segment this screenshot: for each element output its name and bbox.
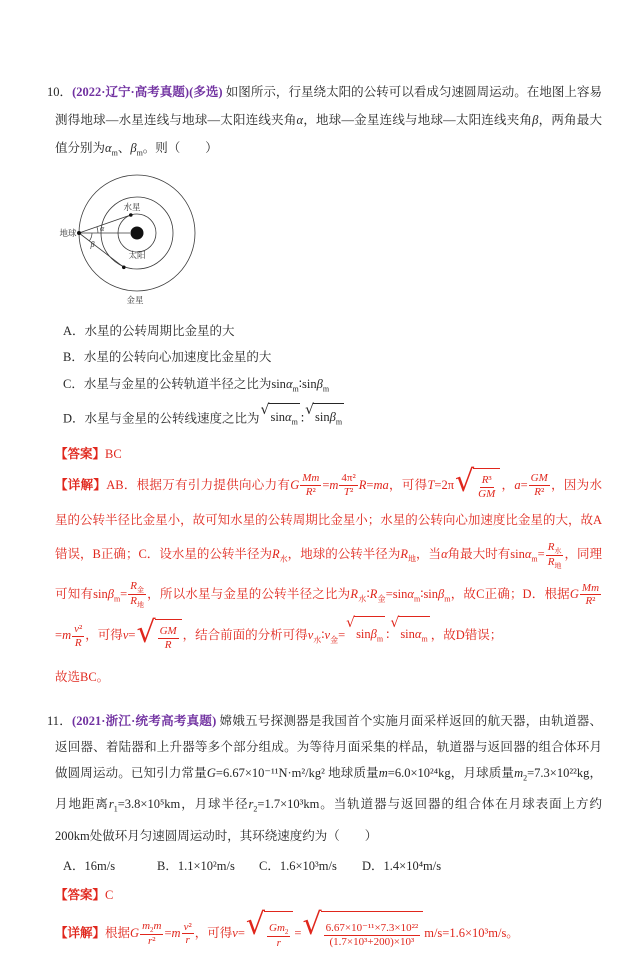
sun-label: 太阳 — [128, 249, 146, 260]
venus-label: 金星 — [126, 294, 144, 305]
q10-option-d: D．水星与金星的公转线速度之比为 √ sinα$_m$ ∶ √ sinβ$_m$ — [63, 403, 602, 436]
q11-option-b: B．1.1×10²m/s — [157, 858, 235, 873]
orbit-diagram-svg — [57, 172, 222, 312]
mercury-label: 水星 — [123, 201, 141, 212]
alpha-label: α — [100, 223, 105, 233]
q10-stem: 10．(2022·辽宁·高考真题)(多选) 如图所示，行星绕太阳的公转可以看成匀速圆周运动。在地图上容易测得地球—水星连线与地球—太阳连线夹角α，地球—金星连线与地球—太阳连线夹角β，两角最大值分别为$\alpha_m$、$\beta_m$。则（ ） — [47, 85, 602, 158]
earth-dot — [77, 231, 81, 235]
q10-option-a: A．水星的公转周期比金星的大 — [63, 323, 235, 338]
q10-option-c: C．水星与金星的公转轨道半径之比为sinα$_m$∶sinβ$_m$ — [63, 376, 330, 393]
q10-answer-line — [55, 442, 602, 466]
q11-answer-label: 【答案】 — [55, 887, 106, 902]
q10-answer-label: 【答案】 — [55, 446, 106, 461]
q10-options — [63, 318, 602, 436]
q11-answer-value: C — [105, 887, 114, 902]
q10-orbit-diagram — [57, 172, 602, 316]
q11-option-a: A．16m/s — [63, 858, 116, 873]
beta-label: β — [90, 239, 95, 249]
q10-answer-value: BC — [105, 446, 122, 461]
q11-options — [63, 855, 602, 877]
q11-explanation: 【详解】根据G $\frac{m_2m}{\text{r²}}$ =m $\frac{\text{v²}}{r}$ ，可得v= √ $\frac{Gm_2}{r}$ = √ $\frac{\text{6.67×10⁻¹¹×7.3×10²²}}{\text{(1.7×10³+200)×10³}}$ m/s=1.6×10³m/s。 — [55, 911, 602, 956]
venus-dot — [122, 265, 126, 269]
q11-option-c: C．1.6×10³m/s — [259, 858, 337, 873]
sun-dot — [131, 226, 144, 239]
q10-option-b: B．水星的公转向心加速度比金星的大 — [63, 350, 272, 364]
alpha-angle-arc — [97, 226, 98, 232]
q11-stem: 11．(2021·浙江·统考高考真题) 嫦娥五号探测器是我国首个实施月面采样返回的航天器，由轨道器、返回器、着陆器和上升器等多个部分组成。为等待月面采集的样品，轨道器与返回器的组合体环月做圆周运动。已知引力常量G=6.67×10⁻¹¹N·m²/kg² 地球质量m=6.0×10²⁴kg，月球质量$m_2=7.3\times 10^{22}kg$，月地距离$r_1=3.8\times 10^5km$，月球半径$r_2=1.7\times 10^3km$。当轨道器与返回器的组合体在月球表面上方约200km处做环月匀速圆周运动时，其环绕速度约为（ ） — [47, 713, 602, 843]
earth-mercury-line — [79, 215, 131, 233]
q10-explanation: 【详解】AB．根据万有引力提供向心力有G $\frac{Mm}{\text{R²}}$ =m $\frac{\text{4π²}}{\text{T²}}$ R=ma，可得T=2π √ $\frac{\text{R³}}{GM}$ ，a= $\frac{GM}{\text{R²}}$ ，因为水星的公转半径比金星小，故可知水星的公转周期比金星小；水星的公转向心加速度比金星的大，故A错误，B正确；C．设水星的公转半径为$R_水$，地球的公转半径为$R_地$，当α角最大时有sinα$_m$= $\frac{R_水}{R_地}$ ，同理可知有sinβ$_m$= $\frac{R_金}{R_地}$ ，所以水星与金星的公转半径之比为$R_水∶R_金=\sin\alpha_m∶\sin\beta_m$，故C正确；D．根据G $\frac{Mm}{\text{R²}}$ =m $\frac{\text{v²}}{R}$ ，可得v= √ $\frac{GM}{R}$ ，结合前面的分析可得$v_水∶v_金=$ √ sinβ$_m$ ∶ √ sinα$_m$ ，故D错误； — [55, 468, 602, 658]
q11-answer-line — [55, 883, 602, 907]
q10-conclusion: 故选BC。 — [55, 669, 110, 684]
q11-option-d: D．1.4×10⁴m/s — [362, 858, 442, 873]
earth-label: 地球 — [59, 227, 77, 238]
mercury-dot — [129, 213, 133, 217]
